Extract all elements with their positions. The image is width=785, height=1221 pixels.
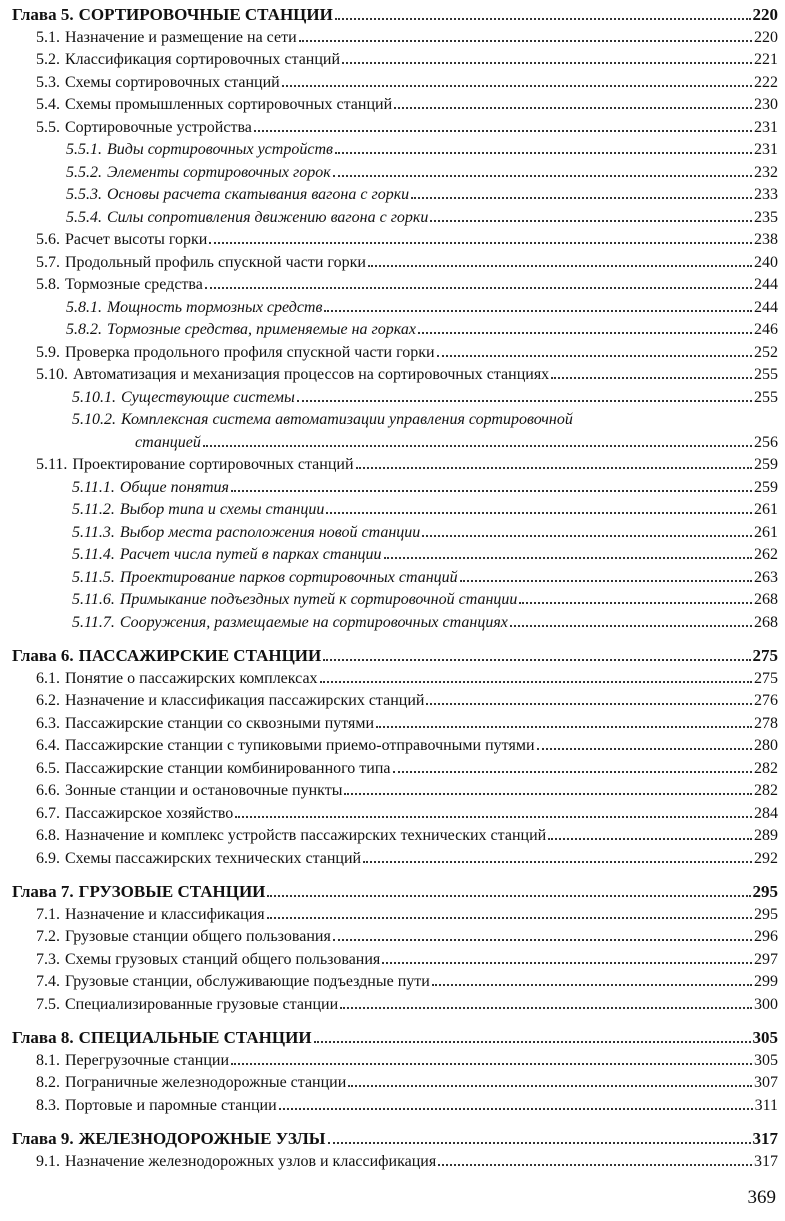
toc-entry-number: 5.5.1. [66, 141, 102, 158]
toc-entry-page: 305 [752, 1028, 778, 1047]
toc-chapter-entry [12, 645, 778, 668]
toc-entry [12, 499, 778, 522]
toc-entry-page: 295 [754, 905, 778, 923]
toc-entry-title: ГРУЗОВЫЕ СТАНЦИИ [78, 882, 266, 901]
toc-entry-number: 6.4. [36, 737, 60, 754]
dot-leader [519, 602, 752, 604]
toc-entry [12, 825, 778, 848]
toc-entry-number: 5.11.5. [72, 568, 115, 586]
toc-entry-number: 5.6. [36, 231, 60, 248]
toc-entry [12, 207, 778, 230]
toc-entry-title: Грузовые станции общего пользования [65, 928, 331, 945]
toc-entry-title: Грузовые станции, обслуживающие подъездные пути [65, 973, 430, 990]
toc-entry [12, 454, 778, 477]
toc-entry-title: Схемы грузовых станций общего пользования [65, 950, 381, 968]
toc-entry-number: 7.1. [36, 905, 60, 923]
toc-entry-number: 5.11.2. [72, 501, 115, 518]
toc-entry-page: 222 [754, 73, 778, 91]
toc-entry-number: 7.4. [36, 973, 60, 990]
toc-entry-page: 317 [754, 1152, 778, 1170]
toc-entry-title: Схемы сортировочных станций [65, 73, 280, 91]
toc-entry-number: 6.8. [36, 827, 60, 844]
toc-entry-title: Пассажирские станции со сквозными путями [65, 714, 375, 732]
toc-entry-page: 252 [754, 343, 778, 361]
dot-leader [382, 962, 752, 964]
toc-chapter-entry [12, 4, 778, 27]
dot-leader [393, 771, 752, 773]
toc-entry-title: СОРТИРОВОЧНЫЕ СТАНЦИИ [78, 5, 333, 24]
toc-entry-page: 231 [754, 118, 778, 136]
toc-entry [12, 477, 778, 500]
toc-entry-page: 261 [754, 501, 778, 518]
toc-entry-title: Сооружения, размещаемые на сортировочных станциях [119, 613, 508, 631]
dot-leader [438, 1164, 752, 1166]
toc-entry-title: Схемы пассажирских технических станций [65, 849, 362, 867]
toc-entry [12, 252, 778, 275]
toc-entry-number: 6.7. [36, 804, 60, 822]
toc-entry-title: Проектирование сортировочных станций [72, 456, 354, 473]
toc-entry-page: 259 [754, 456, 778, 473]
dot-leader [203, 445, 752, 447]
toc-entry-title: Назначение и комплекс устройств пассажирских технических станций [65, 827, 547, 844]
toc-entry-title: Схемы промышленных сортировочных станций [65, 96, 393, 113]
toc-entry [12, 27, 778, 50]
dot-leader [335, 18, 751, 20]
toc-entry-number: 5.11.1. [72, 478, 115, 496]
toc-entry-number: 5.8.1. [66, 298, 102, 316]
dot-leader [548, 838, 752, 840]
toc-entry-title: СПЕЦИАЛЬНЫЕ СТАНЦИИ [78, 1028, 312, 1047]
toc-entry [12, 612, 778, 635]
dot-leader [314, 1041, 751, 1043]
toc-entry-number: 5.10. [36, 366, 68, 383]
toc-entry-number: 5.5.2. [66, 163, 102, 181]
toc-entry-page: 230 [754, 96, 778, 113]
toc-entry-number: 5.1. [36, 28, 60, 46]
toc-entry-title: Специализированные грузовые станции [65, 995, 339, 1013]
toc-entry [12, 926, 778, 949]
toc-entry [12, 72, 778, 95]
toc-entry-page: 282 [754, 782, 778, 799]
toc-entry [12, 690, 778, 713]
toc-entry-title: Назначение и классификация [65, 905, 265, 923]
toc-entry-title: Пассажирские станции комбинированного типа [65, 759, 391, 777]
toc-entry-number: 6.3. [36, 714, 60, 732]
toc-entry [12, 1095, 778, 1118]
toc-entry-number: 8.3. [36, 1096, 60, 1114]
dot-leader [279, 1108, 753, 1110]
dot-leader [333, 175, 752, 177]
toc-entry-page: 284 [754, 804, 778, 822]
dot-leader [323, 659, 750, 661]
toc-entry-number: 8.2. [36, 1074, 60, 1091]
dot-leader [326, 512, 752, 514]
toc-entry-number: 5.7. [36, 253, 60, 271]
dot-leader [430, 220, 752, 222]
toc-entry-number: Глава 6. [12, 646, 74, 665]
toc-entry-number: 5.5.3. [66, 186, 102, 203]
toc-entry [12, 780, 778, 803]
toc-entry [12, 994, 778, 1017]
toc-entry-title: Пассажирские станции с тупиковыми приемо-отправочными путями [65, 737, 535, 754]
toc-entry-title: Расчет высоты горки [65, 231, 208, 248]
dot-leader [356, 467, 752, 469]
dot-leader [384, 557, 752, 559]
toc-entry-number: Глава 5. [12, 5, 74, 24]
toc-entry-title: Пассажирское хозяйство [65, 804, 234, 822]
toc-entry-page: 276 [754, 692, 778, 709]
toc-entry-title-continued: станцией [135, 433, 201, 451]
dot-leader [537, 748, 752, 750]
toc-entry-number: Глава 7. [12, 882, 74, 901]
toc-entry-number: 5.3. [36, 73, 60, 91]
toc-entry-number: 5.10.1. [72, 388, 116, 406]
toc-entry-number: 5.4. [36, 96, 60, 113]
toc-entry-page: 317 [752, 1129, 778, 1148]
toc-entry [12, 364, 778, 387]
dot-leader [460, 580, 752, 582]
dot-leader [231, 1063, 752, 1065]
toc-entry-page: 220 [752, 5, 778, 24]
toc-entry-number: 5.10.2. [72, 411, 116, 428]
toc-entry-page: 235 [754, 208, 778, 226]
toc-entry-number: 5.8.2. [66, 321, 102, 338]
toc-entry-page: 238 [754, 231, 778, 248]
toc-entry-page: 263 [754, 568, 778, 586]
toc-entry-page: 297 [754, 950, 778, 968]
toc-entry-page: 233 [754, 186, 778, 203]
dot-leader [328, 1142, 751, 1144]
toc-entry-page: 256 [754, 433, 778, 451]
toc-entry-page: 295 [752, 882, 778, 901]
toc-entry-page: 275 [754, 669, 778, 687]
toc-entry [12, 387, 778, 410]
toc-entry [12, 971, 778, 994]
toc-entry-title: Тормозные средства [65, 276, 203, 293]
toc-entry-title: Комплексная система автоматизации управления сортировочной [121, 411, 573, 428]
dot-leader [282, 85, 752, 87]
toc-chapter-entry [12, 881, 778, 904]
toc-entry-title: Виды сортировочных устройств [107, 141, 333, 158]
toc-entry [12, 1151, 778, 1174]
toc-entry-page: 278 [754, 714, 778, 732]
dot-leader [209, 242, 752, 244]
toc-entry-page: 311 [754, 1096, 778, 1114]
toc-entry-title: Пограничные железнодорожные станции [65, 1074, 347, 1091]
toc-entry-number: 6.2. [36, 692, 60, 709]
toc-entry-page: 282 [754, 759, 778, 777]
toc-entry-title: Сортировочные устройства [65, 118, 252, 136]
toc-entry-title: Проверка продольного профиля спускной части горки [65, 343, 435, 361]
toc-entry [12, 49, 778, 72]
dot-leader [333, 939, 752, 941]
toc-entry-title: Выбор типа и схемы станции [119, 501, 325, 518]
toc-entry [12, 319, 778, 342]
dot-leader [299, 40, 752, 42]
dot-leader [267, 917, 752, 919]
toc-entry-number: Глава 8. [12, 1028, 74, 1047]
toc-entry-title: Классификация сортировочных станций [65, 51, 341, 68]
dot-leader [340, 1007, 752, 1009]
toc-entry-title: Выбор места расположения новой станции [119, 523, 421, 541]
dot-leader [348, 1085, 752, 1087]
dot-leader [394, 107, 752, 109]
page-number: 369 [747, 1187, 776, 1208]
toc-entry-page: 275 [752, 646, 778, 665]
toc-entry-page: 255 [754, 388, 778, 406]
toc-entry-page: 220 [754, 28, 778, 46]
toc-entry [12, 342, 778, 365]
toc-entry-page: 261 [754, 523, 778, 541]
toc-entry-title: Общие понятия [119, 478, 229, 496]
dot-leader [411, 197, 752, 199]
dot-leader [342, 62, 752, 64]
toc-entry-number: Глава 9. [12, 1129, 74, 1148]
dot-leader [267, 895, 750, 897]
toc-entry-page: 240 [754, 253, 778, 271]
dot-leader [320, 681, 752, 683]
toc-entry-page: 307 [754, 1074, 778, 1091]
toc-entry-number: 7.3. [36, 950, 60, 968]
toc-entry-number: 5.2. [36, 51, 60, 68]
toc-entry [12, 1050, 778, 1073]
dot-leader [205, 287, 752, 289]
toc-entry-number: 5.11.6. [72, 591, 115, 608]
toc-entry-page: 255 [754, 366, 778, 383]
toc-entry [12, 544, 778, 567]
toc-entry [12, 162, 778, 185]
dot-leader [426, 703, 752, 705]
toc-entry-page: 221 [754, 51, 778, 68]
dot-leader [363, 861, 752, 863]
toc-entry-page: 305 [754, 1051, 778, 1069]
toc-entry-number: 5.11.3. [72, 523, 115, 541]
toc-entry [12, 297, 778, 320]
dot-leader [551, 377, 752, 379]
toc-chapter-entry [12, 1027, 778, 1050]
toc-entry [12, 904, 778, 927]
toc-entry [12, 274, 778, 297]
toc-entry [12, 117, 778, 140]
toc-entry [12, 1072, 778, 1095]
dot-leader [335, 152, 752, 154]
toc-entry [12, 848, 778, 871]
toc-entry [12, 522, 778, 545]
toc-chapter-entry [12, 1128, 778, 1151]
toc-entry-page: 280 [754, 737, 778, 754]
toc-entry [12, 184, 778, 207]
toc-entry-number: 6.5. [36, 759, 60, 777]
toc-entry [12, 139, 778, 162]
toc-entry-page: 300 [754, 995, 778, 1013]
dot-leader [422, 535, 752, 537]
toc-entry-page: 232 [754, 163, 778, 181]
dot-leader [432, 984, 752, 986]
toc-entry-number: 6.6. [36, 782, 60, 799]
toc-entry-title: Проектирование парков сортировочных станций [119, 568, 458, 586]
toc-entry [12, 713, 778, 736]
toc-entry-title: Основы расчета скатывания вагона с горки [107, 186, 410, 203]
toc-entry-title: Понятие о пассажирских комплексах [65, 669, 318, 687]
toc-entry-title: Портовые и паромные станции [65, 1096, 277, 1114]
dot-leader [235, 816, 752, 818]
toc-entry-page: 244 [754, 298, 778, 316]
dot-leader [254, 130, 752, 132]
toc-entry [12, 803, 778, 826]
toc-entry-title: Назначение железнодорожных узлов и классификация [65, 1152, 437, 1170]
toc-entry-page: 289 [754, 827, 778, 844]
toc-entry-page: 299 [754, 973, 778, 990]
toc-entry-page: 244 [754, 276, 778, 293]
toc-entry-title: Тормозные средства, применяемые на горках [107, 321, 416, 338]
dot-leader [344, 793, 752, 795]
toc-entry-number: 7.2. [36, 928, 60, 945]
toc-entry-number: 8.1. [36, 1051, 60, 1069]
toc-entry-number: 6.1. [36, 669, 60, 687]
toc-entry-title: Мощность тормозных средств [107, 298, 323, 316]
toc-entry [12, 949, 778, 972]
toc-entry-title: Элементы сортировочных горок [107, 163, 331, 181]
toc-entry-number: 7.5. [36, 995, 60, 1013]
dot-leader [368, 265, 752, 267]
toc-entry [12, 668, 778, 691]
toc-entry [12, 409, 778, 454]
toc-entry-number: 5.11.7. [72, 613, 115, 631]
toc-entry-page: 292 [754, 849, 778, 867]
toc-entry [12, 567, 778, 590]
toc-entry-page: 268 [754, 613, 778, 631]
toc-entry-number: 5.8. [36, 276, 60, 293]
toc-entry-page: 268 [754, 591, 778, 608]
toc-entry-title: Силы сопротивления движению вагона с горки [107, 208, 429, 226]
toc-entry [12, 94, 778, 117]
toc-entry-number: 6.9. [36, 849, 60, 867]
table-of-contents [12, 4, 778, 1173]
toc-entry-page: 259 [754, 478, 778, 496]
dot-leader [510, 625, 752, 627]
toc-entry [12, 229, 778, 252]
dot-leader [231, 490, 752, 492]
toc-entry-number: 5.11.4. [72, 546, 115, 563]
toc-entry-page: 296 [754, 928, 778, 945]
toc-entry-title: Продольный профиль спускной части горки [65, 253, 366, 271]
toc-entry-title: Примыкание подъездных путей к сортировочной станции [119, 591, 518, 608]
toc-entry-number: 5.9. [36, 343, 60, 361]
toc-entry-number: 5.5. [36, 118, 60, 136]
toc-entry [12, 589, 778, 612]
toc-entry-number: 9.1. [36, 1152, 60, 1170]
dot-leader [418, 332, 752, 334]
toc-entry-title: Автоматизация и механизация процессов на сортировочных станциях [73, 366, 550, 383]
dot-leader [437, 355, 752, 357]
toc-entry-number: 5.11. [36, 456, 68, 473]
toc-entry-page: 246 [754, 321, 778, 338]
toc-entry [12, 758, 778, 781]
toc-entry-title: ЖЕЛЕЗНОДОРОЖНЫЕ УЗЛЫ [78, 1129, 326, 1148]
toc-entry-title: Существующие системы [121, 388, 295, 406]
toc-entry-number: 5.5.4. [66, 208, 102, 226]
toc-entry-title: Расчет числа путей в парках станции [119, 546, 382, 563]
dot-leader [297, 400, 752, 402]
dot-leader [376, 726, 752, 728]
toc-entry-page: 231 [754, 141, 778, 158]
toc-entry-title: Перегрузочные станции [65, 1051, 230, 1069]
toc-entry-title: ПАССАЖИРСКИЕ СТАНЦИИ [78, 646, 322, 665]
toc-entry-title: Зонные станции и остановочные пункты [65, 782, 343, 799]
toc-entry-title: Назначение и размещение на сети [65, 28, 297, 46]
toc-entry-title: Назначение и классификация пассажирских станций [65, 692, 425, 709]
dot-leader [324, 310, 752, 312]
toc-entry [12, 735, 778, 758]
toc-entry-page: 262 [754, 546, 778, 563]
